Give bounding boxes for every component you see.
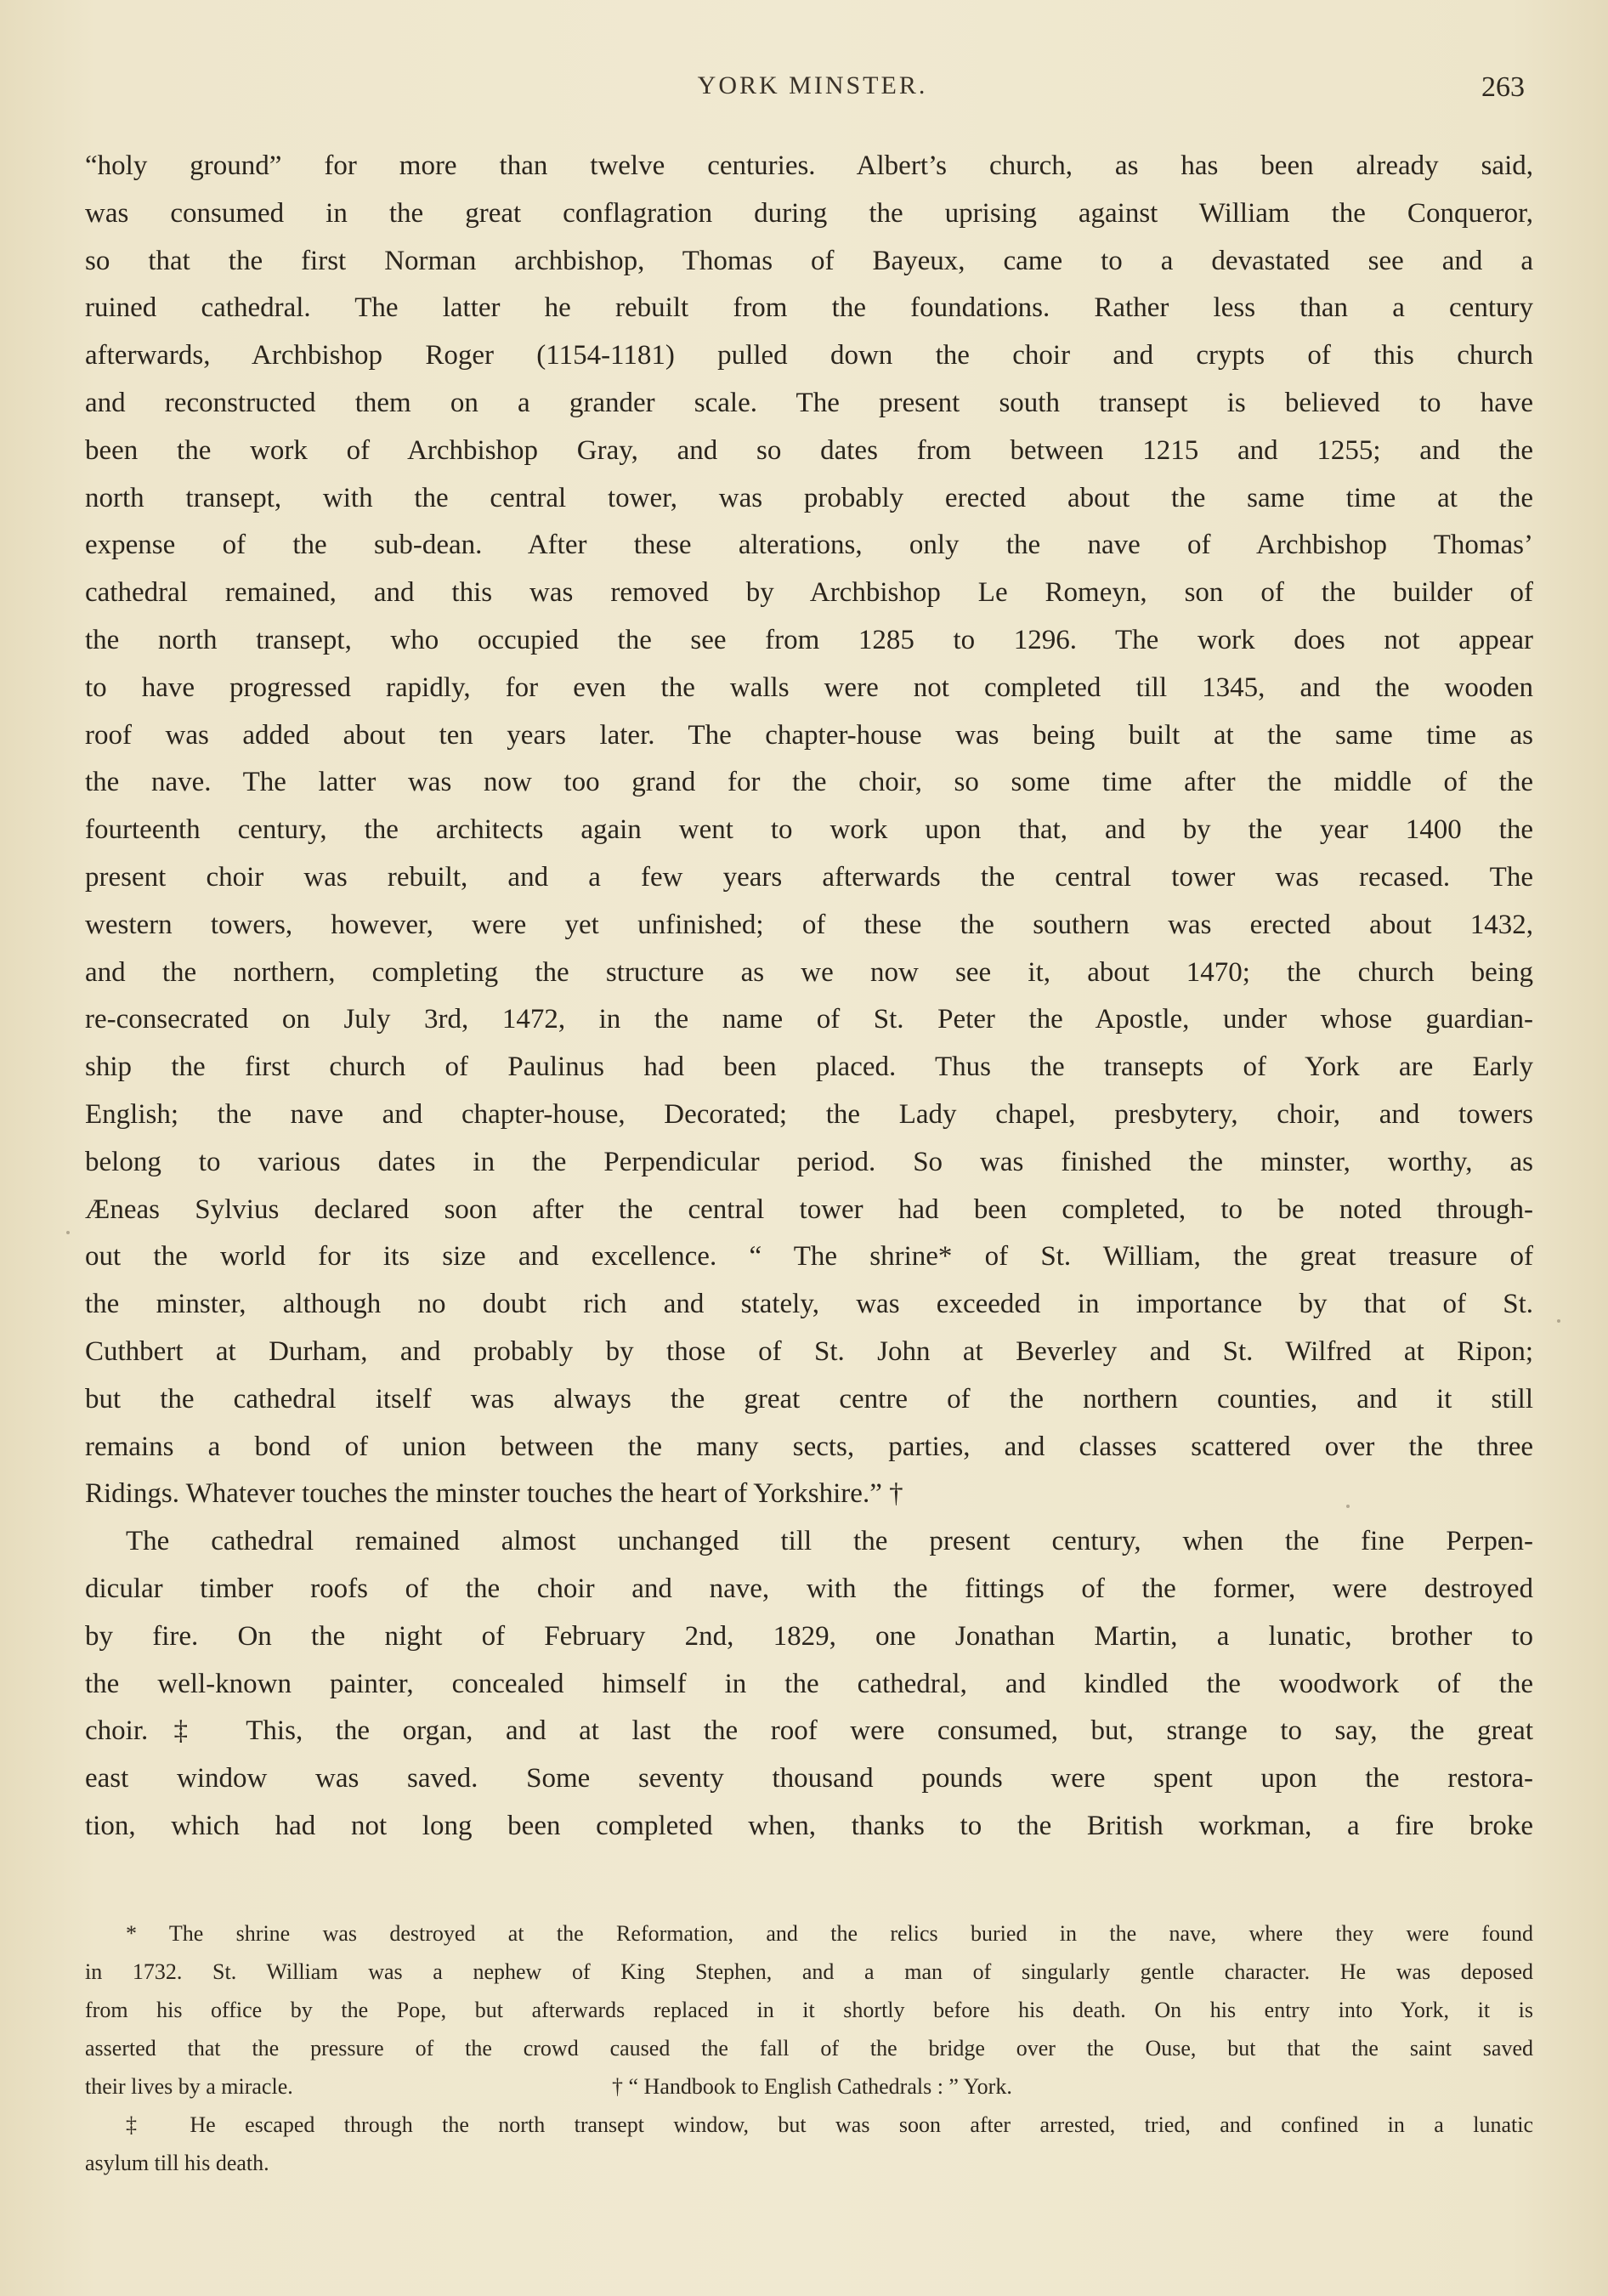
text-line: cathedral remained, and this was removed by Archbishop Le Romeyn, son of the builder of bbox=[85, 577, 1533, 609]
paper-speck bbox=[66, 1231, 70, 1234]
text-line: so that the first Norman archbishop, Thomas of Bayeux, came to a devastated see and a bbox=[85, 245, 1533, 276]
footnote-line: asylum till his death. bbox=[85, 2151, 269, 2175]
text-line: the nave. The latter was now too grand for the choir, so some time after the middle of the bbox=[85, 767, 1533, 798]
body-text bbox=[85, 143, 1533, 1851]
text-line: Æneas Sylvius declared soon after the central tower had been completed, to be noted through- bbox=[85, 1193, 1533, 1225]
text-line: dicular timber roofs of the choir and nave, with the fittings of the former, were destroyed bbox=[85, 1573, 1533, 1604]
text-line: present choir was rebuilt, and a few years afterwards the central tower was recased. The bbox=[85, 861, 1533, 893]
paper-speck bbox=[1557, 1319, 1560, 1323]
footnote-line: in 1732. St. William was a nephew of King Stephen, and a man of singularly gentle character. He was deposed bbox=[85, 1959, 1533, 1984]
text-line: east window was saved. Some seventy thousand pounds were spent upon the restora- bbox=[85, 1763, 1533, 1794]
text-line: belong to various dates in the Perpendicular period. So was finished the minster, worthy, as bbox=[85, 1146, 1533, 1177]
footnote-line: from his office by the Pope, but afterwards replaced in it shortly before his death. On his entry into York, it is bbox=[85, 1998, 1533, 2022]
footnote-line: their lives by a miracle. bbox=[85, 2074, 293, 2099]
text-line: choir.‡ This, the organ, and at last the roof were consumed, but, strange to say, the great bbox=[85, 1715, 1533, 1747]
paper-speck bbox=[1346, 1505, 1350, 1508]
text-line: roof was added about ten years later. The chapter-house was being built at the same time as bbox=[85, 719, 1533, 751]
text-line: the well-known painter, concealed himself in the cathedral, and kindled the woodwork of the bbox=[85, 1668, 1533, 1699]
text-line: the minster, although no doubt rich and stately, was exceeded in importance by that of St. bbox=[85, 1289, 1533, 1320]
text-line: fourteenth century, the architects again went to work upon that, and by the year 1400 the bbox=[85, 814, 1533, 846]
text-line: Cuthbert at Durham, and probably by those of St. John at Beverley and St. Wilfred at Ripon; bbox=[85, 1335, 1533, 1367]
text-line: north transept, with the central tower, was probably erected about the same time at the bbox=[85, 482, 1533, 513]
text-line: by fire. On the night of February 2nd, 1829, one Jonathan Martin, a lunatic, brother to bbox=[85, 1620, 1533, 1652]
text-line: and reconstructed them on a grander scale. The present south transept is believed to have bbox=[85, 387, 1533, 418]
footnotes bbox=[85, 1914, 1533, 2182]
text-line: remains a bond of union between the many sects, parties, and classes scattered over the three bbox=[85, 1431, 1533, 1462]
text-line: expense of the sub-dean. After these alterations, only the nave of Archbishop Thomas’ bbox=[85, 530, 1533, 561]
footnote-line: asserted that the pressure of the crowd caused the fall of the bridge over the Ouse, but that the saint saved bbox=[85, 2036, 1533, 2061]
footnote-line: * The shrine was destroyed at the Reformation, and the relics buried in the nave, where they were found bbox=[126, 1921, 1533, 1946]
text-line: was consumed in the great conflagration during the uprising against William the Conqueror, bbox=[85, 197, 1533, 229]
text-line: but the cathedral itself was always the great centre of the northern counties, and it still bbox=[85, 1383, 1533, 1414]
running-head bbox=[93, 71, 1532, 105]
page-number: 263 bbox=[1481, 71, 1525, 103]
text-line: out the world for its size and excellence. “ The shrine* of St. William, the great treasure of bbox=[85, 1241, 1533, 1273]
text-line: and the northern, completing the structure as we now see it, about 1470; the church being bbox=[85, 956, 1533, 988]
text-line: re-consecrated on July 3rd, 1472, in the name of St. Peter the Apostle, under whose guardian- bbox=[85, 1004, 1533, 1035]
text-line: Ridings. Whatever touches the minster touches the heart of Yorkshire.” † bbox=[85, 1478, 903, 1510]
text-line: ship the first church of Paulinus had been placed. Thus the transepts of York are Early bbox=[85, 1052, 1533, 1083]
text-line: been the work of Archbishop Gray, and so dates from between 1215 and 1255; and the bbox=[85, 434, 1533, 466]
text-line: the north transept, who occupied the see from 1285 to 1296. The work does not appear bbox=[85, 624, 1533, 655]
text-line: tion, which had not long been completed when, thanks to the British workman, a fire broke bbox=[85, 1810, 1533, 1841]
text-line: western towers, however, were yet unfinished; of these the southern was erected about 1432, bbox=[85, 909, 1533, 940]
text-line: ruined cathedral. The latter he rebuilt from the foundations. Rather less than a century bbox=[85, 292, 1533, 324]
running-title: YORK MINSTER. bbox=[697, 71, 928, 99]
text-line: to have progressed rapidly, for even the walls were not completed till 1345, and the wooden bbox=[85, 672, 1533, 703]
text-line: “holy ground” for more than twelve centuries. Albert’s church, as has been already said, bbox=[85, 150, 1533, 181]
footnote-line: † “ Handbook to English Cathedrals : ” York. bbox=[612, 2074, 1012, 2099]
footnote-split-line bbox=[85, 2067, 1533, 2106]
text-line: afterwards, Archbishop Roger (1154-1181) pulled down the choir and crypts of this church bbox=[85, 340, 1533, 371]
text-line: English; the nave and chapter-house, Decorated; the Lady chapel, presbytery, choir, and towers bbox=[85, 1098, 1533, 1130]
paragraph-start-line: The cathedral remained almost unchanged till the present century, when the fine Perpen- bbox=[126, 1526, 1533, 1557]
footnote-line: ‡ He escaped through the north transept window, but was soon after arrested, tried, and confined in a lunatic bbox=[126, 2112, 1533, 2137]
